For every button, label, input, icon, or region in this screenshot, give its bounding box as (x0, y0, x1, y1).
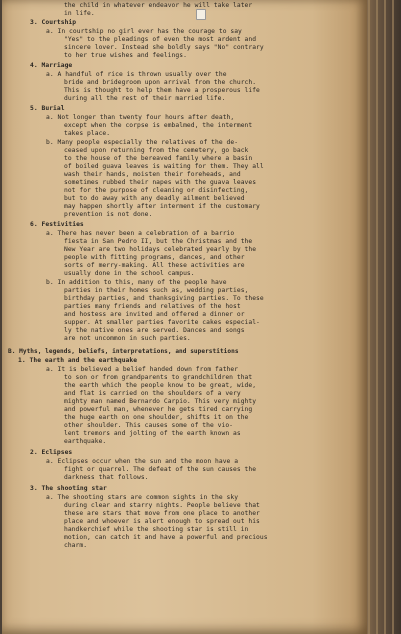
text-line: New Year are two holidays celebrated yearly by the (64, 246, 257, 253)
text-line: a. A handful of rice is thrown usually over the (46, 71, 227, 78)
text-line: during all the rest of their married life. (64, 95, 226, 102)
text-line: to the house of the bereaved family where a basin (64, 155, 253, 162)
text-line: earthquake. (64, 438, 107, 445)
text-line: to her true wishes and feelings. (64, 52, 187, 59)
section-heading: 2. Eclipses (30, 449, 73, 456)
text-line: a. Eclipses occur when the sun and the moon have a (46, 458, 239, 465)
text-line: handkerchief while the shooting star is still in (64, 526, 249, 533)
text-line: and powerful man, whenever he gets tired carrying (64, 406, 253, 413)
text-line: ceased upon returning from the cemetery, go back (64, 147, 249, 154)
text-line: lent tremors and jolting of the earth known as (64, 430, 241, 437)
text-line: This is thought to help them have a prosperous life (64, 87, 260, 94)
text-line: a. In courtship no girl ever has the courage to say (46, 28, 242, 35)
text-line: but to do away with any deadly ailment believed (64, 195, 245, 202)
text-line: except when the corpse is embalmed, the interment (64, 122, 253, 129)
section-heading: 4. Marriage (30, 62, 73, 69)
text-line: and hostess are invited and offered a dinner or (64, 311, 245, 318)
text-line: mighty man named Bernardo Carpio. This very mighty (64, 398, 257, 405)
part-heading: B. Myths, legends, beliefs, interpretations, and superstitions (8, 348, 239, 355)
text-line: to son or from grandparents to grandchildren that (64, 374, 253, 381)
text-line: a. Not longer than twenty four hours after death, (46, 114, 235, 121)
text-line: during clear and starry nights. People believe that (64, 502, 260, 509)
text-line: not for the purpose of cleaning or disinfecting, (64, 187, 249, 194)
text-line: prevention is not done. (64, 211, 153, 218)
section-heading: 3. The shooting star (30, 485, 107, 492)
text-line: other shoulder. This causes some of the vio- (64, 422, 234, 429)
text-line: supper. At smaller parties favorite cakes especial- (64, 319, 260, 326)
section-heading: 6. Festivities (30, 221, 84, 228)
text-line: birthday parties, and thanksgiving parties. To these (64, 295, 264, 302)
text-line: a. It is believed a belief handed down from father (46, 366, 239, 373)
text-line: "Yes" to the pleadings of even the most ardent and (64, 36, 257, 43)
text-line: fight or quarrel. The defeat of the sun causes the (64, 466, 257, 473)
text-line: b. Many people especially the relatives of the de- (46, 139, 239, 146)
text-line: these are stars that move from one place to another (64, 510, 260, 517)
book-fore-edge (362, 0, 401, 634)
text-line: sorts of merry-making. All these activities are (64, 262, 245, 269)
text-line: sincere lover. Instead she boldly says "No" contrary (64, 44, 264, 51)
text-line: usually done in the school campus. (64, 270, 195, 277)
text-line: fiesta in San Pedro II, but the Christmas and the (64, 238, 253, 245)
text-line: may happen shortly after interment if the customary (64, 203, 260, 210)
text-line: wash their hands, moisten their foreheads, and (64, 171, 241, 178)
section-heading: 3. Courtship (30, 19, 77, 26)
text-line: the huge earth on one shoulder, shifts it on the (64, 414, 249, 421)
text-line: are not uncommon in such parties. (64, 335, 191, 342)
text-line: darkness that follows. (64, 474, 149, 481)
text-line: the child in whatever endeavor he will take later (64, 2, 253, 9)
text-line: bride and bridegroom upon arrival from the church. (64, 79, 257, 86)
text-line: people with fitting programs, dances, and other (64, 254, 245, 261)
text-line: motion, can catch it and have a powerful and precious (64, 534, 268, 541)
text-line: of boiled guava leaves is waiting for them. They all (64, 163, 264, 170)
text-line: charm. (64, 542, 88, 549)
section-heading: 1. The earth and the earthquake (18, 357, 138, 364)
text-line: a. There has never been a celebration of a barrio (46, 230, 235, 237)
text-line: in life. (64, 10, 95, 17)
text-line: parties in their homes such as, wedding parties, (64, 287, 249, 294)
text-line: takes place. (64, 130, 111, 137)
text-line: parties many friends and relatives of the host (64, 303, 241, 310)
section-heading: 5. Burial (30, 105, 65, 112)
text-line: a. The shooting stars are common sights in the sky (46, 494, 239, 501)
text-line: b. In addition to this, many of the people have (46, 279, 227, 286)
text-line: sometimes rubbed their napes with the guava leaves (64, 179, 257, 186)
text-line: place and whoever is alert enough to spread out his (64, 518, 260, 525)
text-line: and flat is carried on the shoulders of a very (64, 390, 241, 397)
text-line: the earth which the people know to be great, wide, (64, 382, 257, 389)
text-line: ly the native ones are served. Dances and songs (64, 327, 245, 334)
